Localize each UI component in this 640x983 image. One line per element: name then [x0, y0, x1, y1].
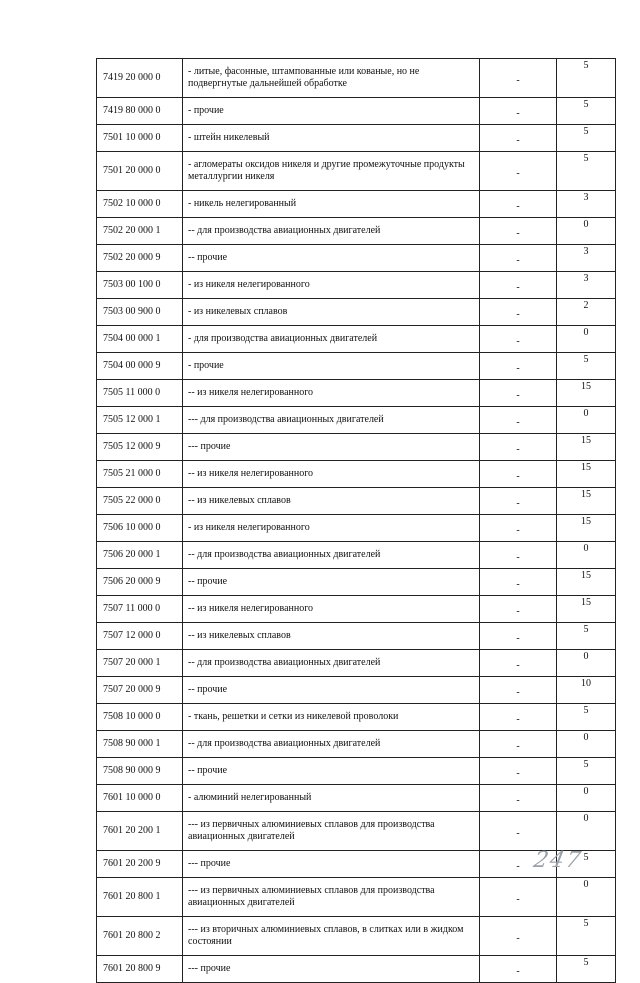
table-row — [97, 542, 616, 569]
mark-cell: - — [480, 677, 557, 704]
mark-cell: - — [480, 758, 557, 785]
mark-cell: - — [480, 488, 557, 515]
duty-rate-cell: 3 — [557, 191, 616, 218]
hs-code-cell: 7502 20 000 1 — [97, 218, 183, 245]
description-cell: - из никеля нелегированного — [183, 272, 480, 299]
hs-code-cell: 7419 20 000 0 — [97, 59, 183, 98]
hs-code-cell: 7601 20 800 1 — [97, 878, 183, 917]
table-row — [97, 758, 616, 785]
description-cell: - из никеля нелегированного — [183, 515, 480, 542]
hs-code-cell: 7505 12 000 1 — [97, 407, 183, 434]
hs-code-cell: 7508 10 000 0 — [97, 704, 183, 731]
mark-cell: - — [480, 461, 557, 488]
hs-code-cell: 7508 90 000 1 — [97, 731, 183, 758]
description-cell: - из никелевых сплавов — [183, 299, 480, 326]
mark-cell: - — [480, 650, 557, 677]
table-row — [97, 878, 616, 917]
duty-rate-cell: 0 — [557, 878, 616, 917]
hs-code-cell: 7503 00 900 0 — [97, 299, 183, 326]
table-row — [97, 623, 616, 650]
duty-rate-cell: 5 — [557, 152, 616, 191]
description-cell: -- прочие — [183, 569, 480, 596]
description-cell: --- из вторичных алюминиевых сплавов, в слитках или в жидком состоянии — [183, 917, 480, 956]
hs-code-cell: 7504 00 000 9 — [97, 353, 183, 380]
mark-cell: - — [480, 434, 557, 461]
hs-code-cell: 7507 20 000 9 — [97, 677, 183, 704]
hs-code-cell: 7601 20 200 9 — [97, 851, 183, 878]
table-row — [97, 515, 616, 542]
duty-rate-cell: 15 — [557, 434, 616, 461]
hs-code-cell: 7507 11 000 0 — [97, 596, 183, 623]
duty-rate-cell: 0 — [557, 326, 616, 353]
table-row — [97, 785, 616, 812]
mark-cell: - — [480, 299, 557, 326]
tariff-table — [96, 58, 616, 983]
table-row — [97, 326, 616, 353]
duty-rate-cell: 0 — [557, 812, 616, 851]
duty-rate-cell: 15 — [557, 461, 616, 488]
description-cell: -- для производства авиационных двигателей — [183, 731, 480, 758]
hs-code-cell: 7506 20 000 9 — [97, 569, 183, 596]
description-cell: -- для производства авиационных двигателей — [183, 542, 480, 569]
hs-code-cell: 7507 20 000 1 — [97, 650, 183, 677]
mark-cell: - — [480, 380, 557, 407]
duty-rate-cell: 0 — [557, 731, 616, 758]
table-row — [97, 650, 616, 677]
mark-cell: - — [480, 98, 557, 125]
description-cell: -- из никелевых сплавов — [183, 623, 480, 650]
mark-cell: - — [480, 218, 557, 245]
hs-code-cell: 7601 20 800 9 — [97, 956, 183, 983]
description-cell: --- прочие — [183, 956, 480, 983]
description-cell: - прочие — [183, 98, 480, 125]
table-row — [97, 488, 616, 515]
hs-code-cell: 7505 22 000 0 — [97, 488, 183, 515]
description-cell: - литые, фасонные, штампованные или кованые, но не подвергнутые дальнейшей обработке — [183, 59, 480, 98]
hs-code-cell: 7505 21 000 0 — [97, 461, 183, 488]
duty-rate-cell: 0 — [557, 785, 616, 812]
description-cell: - никель нелегированный — [183, 191, 480, 218]
table-row — [97, 191, 616, 218]
table-row — [97, 152, 616, 191]
duty-rate-cell: 0 — [557, 407, 616, 434]
hs-code-cell: 7501 10 000 0 — [97, 125, 183, 152]
description-cell: -- из никеля нелегированного — [183, 461, 480, 488]
mark-cell: - — [480, 542, 557, 569]
mark-cell: - — [480, 59, 557, 98]
mark-cell: - — [480, 785, 557, 812]
table-row — [97, 380, 616, 407]
mark-cell: - — [480, 569, 557, 596]
duty-rate-cell: 5 — [557, 917, 616, 956]
hs-code-cell: 7505 12 000 9 — [97, 434, 183, 461]
duty-rate-cell: 5 — [557, 704, 616, 731]
description-cell: --- из первичных алюминиевых сплавов для производства авиационных двигателей — [183, 812, 480, 851]
mark-cell: - — [480, 812, 557, 851]
mark-cell: - — [480, 152, 557, 191]
mark-cell: - — [480, 272, 557, 299]
mark-cell: - — [480, 596, 557, 623]
description-cell: -- прочие — [183, 245, 480, 272]
table-row — [97, 677, 616, 704]
hs-code-cell: 7502 10 000 0 — [97, 191, 183, 218]
table-row — [97, 704, 616, 731]
duty-rate-cell: 5 — [557, 125, 616, 152]
tariff-table-body — [97, 59, 616, 983]
duty-rate-cell: 5 — [557, 851, 616, 878]
hs-code-cell: 7506 20 000 1 — [97, 542, 183, 569]
duty-rate-cell: 15 — [557, 515, 616, 542]
duty-rate-cell: 15 — [557, 596, 616, 623]
mark-cell: - — [480, 731, 557, 758]
description-cell: --- из первичных алюминиевых сплавов для производства авиационных двигателей — [183, 878, 480, 917]
table-row — [97, 731, 616, 758]
hs-code-cell: 7506 10 000 0 — [97, 515, 183, 542]
table-row — [97, 461, 616, 488]
description-cell: -- из никеля нелегированного — [183, 596, 480, 623]
mark-cell: - — [480, 191, 557, 218]
hs-code-cell: 7502 20 000 9 — [97, 245, 183, 272]
duty-rate-cell: 5 — [557, 98, 616, 125]
duty-rate-cell: 5 — [557, 59, 616, 98]
duty-rate-cell: 2 — [557, 299, 616, 326]
handwritten-page-number: 247 — [531, 848, 585, 873]
mark-cell: - — [480, 353, 557, 380]
table-row — [97, 59, 616, 98]
mark-cell: - — [480, 956, 557, 983]
table-row — [97, 218, 616, 245]
table-row — [97, 917, 616, 956]
duty-rate-cell: 5 — [557, 353, 616, 380]
duty-rate-cell: 3 — [557, 272, 616, 299]
mark-cell: - — [480, 245, 557, 272]
description-cell: - ткань, решетки и сетки из никелевой проволоки — [183, 704, 480, 731]
description-cell: -- из никелевых сплавов — [183, 488, 480, 515]
mark-cell: - — [480, 851, 557, 878]
mark-cell: - — [480, 326, 557, 353]
description-cell: - агломераты оксидов никеля и другие промежуточные продукты металлургии никеля — [183, 152, 480, 191]
description-cell: --- для производства авиационных двигателей — [183, 407, 480, 434]
description-cell: - алюминий нелегированный — [183, 785, 480, 812]
hs-code-cell: 7601 20 800 2 — [97, 917, 183, 956]
mark-cell: - — [480, 917, 557, 956]
table-row — [97, 956, 616, 983]
description-cell: -- прочие — [183, 758, 480, 785]
duty-rate-cell: 15 — [557, 488, 616, 515]
duty-rate-cell: 5 — [557, 623, 616, 650]
mark-cell: - — [480, 623, 557, 650]
table-row — [97, 125, 616, 152]
hs-code-cell: 7504 00 000 1 — [97, 326, 183, 353]
table-row — [97, 434, 616, 461]
table-row — [97, 98, 616, 125]
mark-cell: - — [480, 125, 557, 152]
duty-rate-cell: 5 — [557, 956, 616, 983]
hs-code-cell: 7508 90 000 9 — [97, 758, 183, 785]
description-cell: -- прочие — [183, 677, 480, 704]
description-cell: - для производства авиационных двигателей — [183, 326, 480, 353]
hs-code-cell: 7601 20 200 1 — [97, 812, 183, 851]
table-row — [97, 596, 616, 623]
hs-code-cell: 7505 11 000 0 — [97, 380, 183, 407]
hs-code-cell: 7419 80 000 0 — [97, 98, 183, 125]
description-cell: -- для производства авиационных двигателей — [183, 650, 480, 677]
duty-rate-cell: 0 — [557, 542, 616, 569]
mark-cell: - — [480, 515, 557, 542]
description-cell: -- для производства авиационных двигателей — [183, 218, 480, 245]
table-row — [97, 353, 616, 380]
description-cell: --- прочие — [183, 851, 480, 878]
description-cell: --- прочие — [183, 434, 480, 461]
hs-code-cell: 7507 12 000 0 — [97, 623, 183, 650]
duty-rate-cell: 0 — [557, 650, 616, 677]
mark-cell: - — [480, 407, 557, 434]
table-row — [97, 812, 616, 851]
duty-rate-cell: 10 — [557, 677, 616, 704]
duty-rate-cell: 5 — [557, 758, 616, 785]
mark-cell: - — [480, 704, 557, 731]
description-cell: - прочие — [183, 353, 480, 380]
table-row — [97, 569, 616, 596]
description-cell: - штейн никелевый — [183, 125, 480, 152]
table-row — [97, 407, 616, 434]
description-cell: -- из никеля нелегированного — [183, 380, 480, 407]
table-row — [97, 245, 616, 272]
duty-rate-cell: 0 — [557, 218, 616, 245]
table-row — [97, 299, 616, 326]
duty-rate-cell: 15 — [557, 569, 616, 596]
hs-code-cell: 7503 00 100 0 — [97, 272, 183, 299]
hs-code-cell: 7601 10 000 0 — [97, 785, 183, 812]
mark-cell: - — [480, 878, 557, 917]
table-row — [97, 272, 616, 299]
hs-code-cell: 7501 20 000 0 — [97, 152, 183, 191]
duty-rate-cell: 15 — [557, 380, 616, 407]
duty-rate-cell: 3 — [557, 245, 616, 272]
